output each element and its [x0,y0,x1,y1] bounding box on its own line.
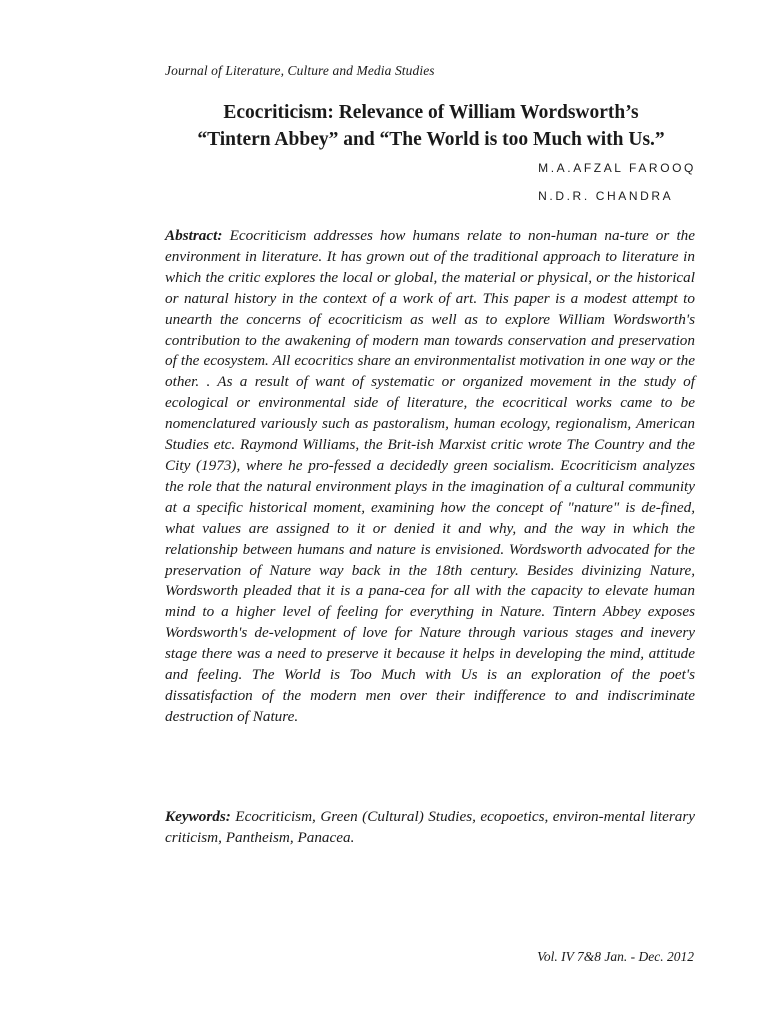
abstract [165,226,695,728]
journal-name: Journal of Literature, Culture and Media Studies [165,63,435,78]
keywords [165,806,695,848]
keywords-label: Keywords: [165,808,231,825]
author-name: M.A.AFZAL FAROOQ [538,161,696,175]
article-title [165,99,697,153]
abstract-text: Ecocriticism addresses how humans relate to non-human na-ture or the environment in literature. It has grown out of the traditional approach to literature in which the critic explores the local or global, the material or physical, or the historical or natural history in the context of a work of art. This paper is a modest attempt to unearth the concerns of ecocriticism as well as to explore William Wordsworth's contribution to the awakening of modern man towards conservation and preservation of the ecosystem. All ecocritics share an environmentalist motivation in one way or the other. . As a result of want of systematic or organized movement in the study of ecological or environmental side of literature, the ecocritical works came to be nomenclatured variously such as pastoralism, human ecology, regionalism, American Studies etc. Raymond Williams, the Brit-ish Marxist critic wrote The Country and the City (1973), where he pro-fessed a decidedly green socialism. Ecocriticism analyzes the role that the natural environment plays in the imagination of a cultural community at a specific historical moment, examining how the concept of "nature" is de-fined, what values are assigned to it or denied it and why, and the way in which the relationship between humans and nature is envisioned. Wordsworth advocated for the preservation of Nature way back in the 18th century. Besides divinizing Nature, Wordsworth pleaded that it is a pana-cea for all with the capacity to elevate human mind to a higher level of feeling for everything in Nature. Tintern Abbey exposes Wordsworth's de-velopment of love for Nature through various stages and inevery stage there was a need to preserve it because it helps in developing the mind, attitude and feeling. The World is Too Much with Us is an exploration of the poet's dissatisfaction of the modern men over their indifference to and indiscriminate destruction of Nature. [165,227,695,725]
author-name: N.D.R. CHANDRA [538,189,674,203]
article-title-line-2: “Tintern Abbey” and “The World is too Much with Us.” [197,129,665,150]
abstract-label: Abstract: [165,227,223,244]
article-title-line-1: Ecocriticism: Relevance of William Wordsworth’s [223,102,639,123]
keywords-text: Ecocriticism, Green (Cultural) Studies, ecopoetics, environ-mental literary criticism, Pantheism, Panacea. [165,808,696,846]
author-list [538,154,696,210]
volume-footer: Vol. IV 7&8 Jan. - Dec. 2012 [537,949,694,964]
